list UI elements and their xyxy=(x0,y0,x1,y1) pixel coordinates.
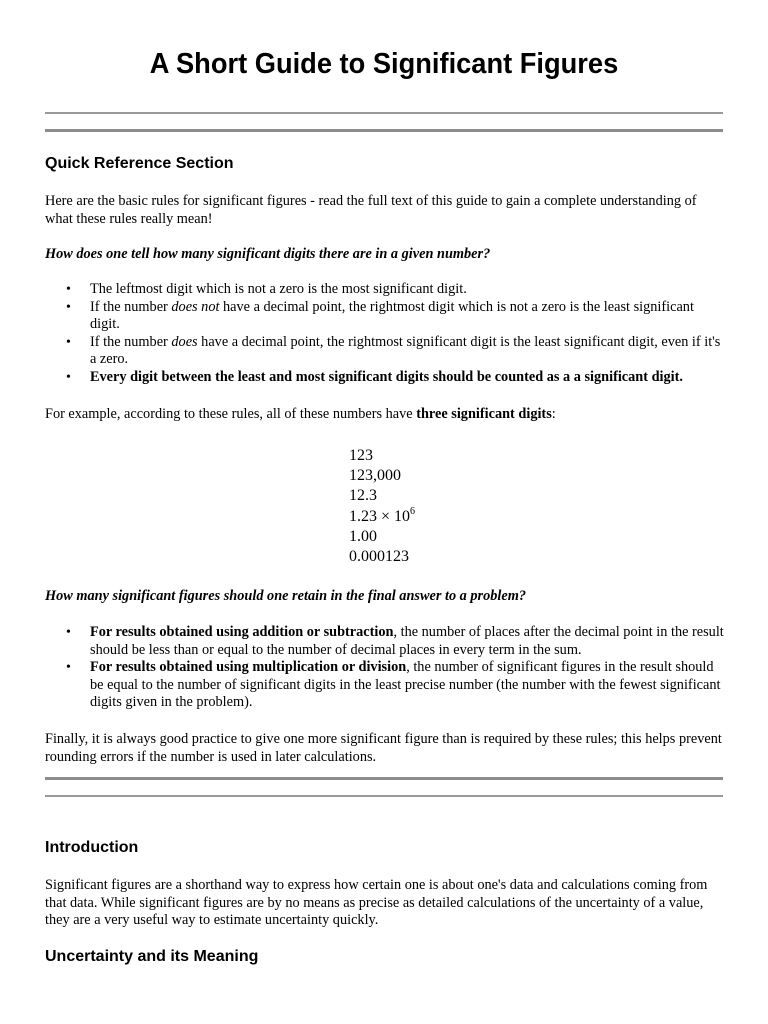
list-item: • If the number does have a decimal point, the rightmost significant digit is the least significant digit, even if it's a zero. xyxy=(90,334,725,369)
list-item: • For results obtained using multiplication or division, the number of significant figures in the result should be equal to the number of significant digits in the least precise number (the number with the fewest significant digits given in the problem). xyxy=(90,659,725,712)
significant-digit-rules-list xyxy=(45,281,725,386)
introduction-paragraph: Significant figures are a shorthand way to express how certain one is about one's data and calculations coming from that data. While significant figures are by no means as precise as detailed calculations of the uncertainty of a value, they are a very useful way to estimate uncertainty quickly. xyxy=(45,877,708,928)
divider-top-2 xyxy=(45,129,723,132)
quick-reference-heading: Quick Reference Section xyxy=(45,155,234,172)
example-number: $1.23 \times 10^6$ xyxy=(349,505,416,525)
divider-middle-2 xyxy=(45,795,723,797)
divider-top-1 xyxy=(45,112,723,114)
uncertainty-heading: Uncertainty and its Meaning xyxy=(45,948,259,965)
example-number: 123,000 xyxy=(349,467,401,485)
list-item: • Every digit between the least and most significant digits should be counted as a a significant digit. xyxy=(90,369,725,387)
quick-reference-intro: Here are the basic rules for significant figures - read the full text of this guide to gain a complete understanding of what these rules really mean! xyxy=(45,193,697,227)
example-number: 12.3 xyxy=(349,487,377,505)
final-answer-rules-list xyxy=(45,624,725,712)
example-numbers xyxy=(349,446,415,567)
example-sentence: For example, according to these rules, all of these numbers have three significant digits: xyxy=(45,406,556,422)
divider-middle-1 xyxy=(45,777,723,780)
question-final-answer: How many significant figures should one retain in the final answer to a problem? xyxy=(45,588,527,604)
finally-paragraph: Finally, it is always good practice to give one more significant figure than is required by these rules; this helps prevent rounding errors if the number is used in later calculations. xyxy=(45,731,722,765)
list-item: • The leftmost digit which is not a zero is the most significant digit. xyxy=(90,281,725,299)
question-count-digits: How does one tell how many significant digits there are in a given number? xyxy=(45,246,491,262)
list-item: • For results obtained using addition or subtraction, the number of places after the decimal point in the result should be less than or equal to the number of decimal places in every term in the sum. xyxy=(90,624,725,659)
example-number: 123 xyxy=(349,447,373,464)
example-number: 0.000123 xyxy=(349,548,409,566)
example-number: 1.00 xyxy=(349,527,377,545)
introduction-heading: Introduction xyxy=(45,839,139,856)
page-title: A Short Guide to Significant Figures xyxy=(149,48,619,80)
list-item: • If the number does not have a decimal point, the rightmost digit which is not a zero is the least significant digit. xyxy=(90,299,725,334)
